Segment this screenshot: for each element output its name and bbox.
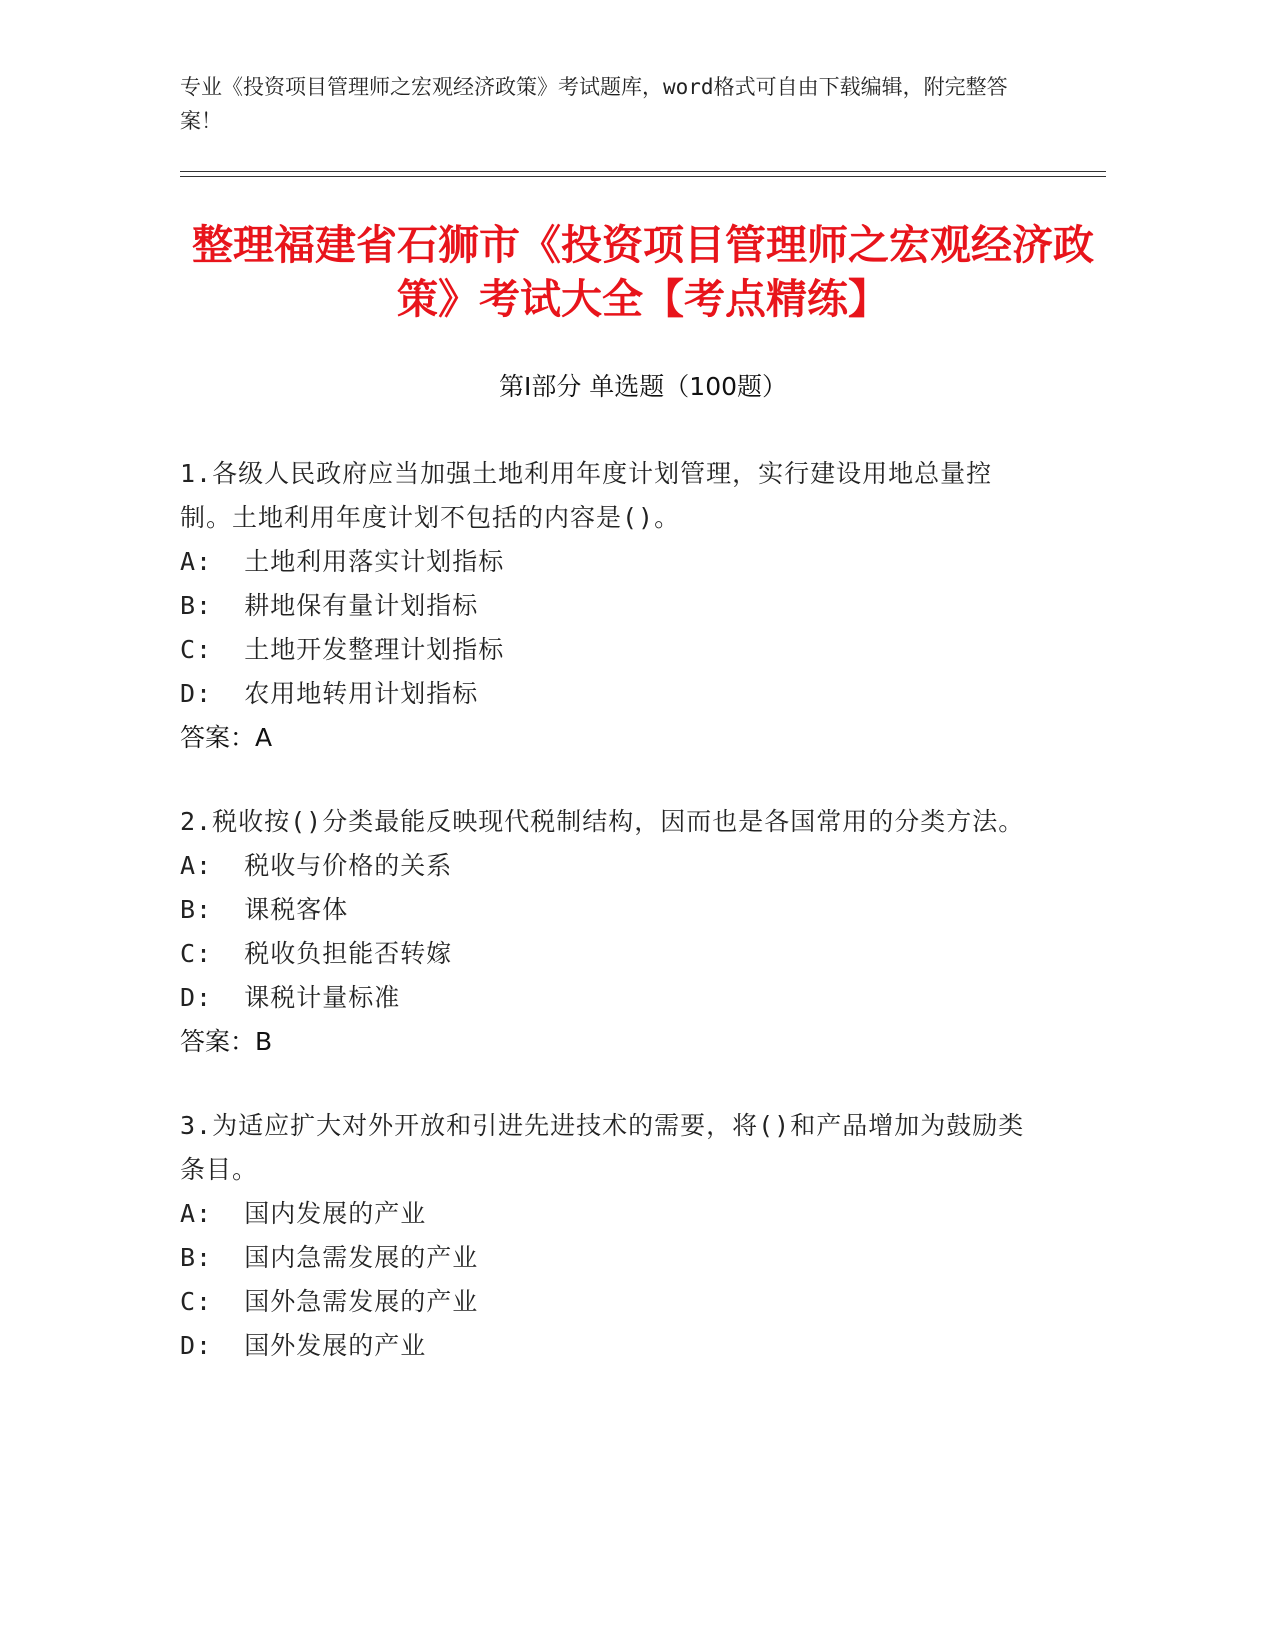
question-3 <box>180 1104 1040 1368</box>
option-b: B: 国内急需发展的产业 <box>180 1243 479 1272</box>
header-note: 专业《投资项目管理师之宏观经济政策》考试题库，word格式可自由下载编辑，附完整答案！ <box>180 75 1008 133</box>
option-b: B: 耕地保有量计划指标 <box>180 591 479 620</box>
document-title: 整理福建省石狮市《投资项目管理师之宏观经济政策》考试大全【考点精练】 <box>192 221 1094 323</box>
option-c: C: 国外急需发展的产业 <box>180 1287 479 1316</box>
question-stem: 3.为适应扩大对外开放和引进先进技术的需要，将()和产品增加为鼓励类条目。 <box>180 1111 1025 1184</box>
question-1 <box>180 452 1040 760</box>
option-a: A: 税收与价格的关系 <box>180 851 453 880</box>
question-list <box>180 452 1040 1408</box>
question-stem: 1.各级人民政府应当加强土地利用年度计划管理，实行建设用地总量控制。土地利用年度计划不包括的内容是()。 <box>180 459 993 532</box>
option-b: B: 课税客体 <box>180 895 349 924</box>
option-a: A: 土地利用落实计划指标 <box>180 547 505 576</box>
answer-label: 答案：A <box>180 723 273 752</box>
option-a: A: 国内发展的产业 <box>180 1199 427 1228</box>
question-2 <box>180 800 1040 1064</box>
option-d: D: 课税计量标准 <box>180 983 401 1012</box>
header-divider-top <box>180 171 1106 172</box>
question-stem: 2.税收按()分类最能反映现代税制结构，因而也是各国常用的分类方法。 <box>180 807 1025 836</box>
answer-label: 答案：B <box>180 1027 273 1056</box>
option-d: D: 农用地转用计划指标 <box>180 679 479 708</box>
option-d: D: 国外发展的产业 <box>180 1331 427 1360</box>
header-divider-bottom <box>180 176 1106 177</box>
option-c: C: 土地开发整理计划指标 <box>180 635 505 664</box>
option-c: C: 税收负担能否转嫁 <box>180 939 453 968</box>
section-heading: 第Ⅰ部分 单选题（100题） <box>498 372 788 401</box>
